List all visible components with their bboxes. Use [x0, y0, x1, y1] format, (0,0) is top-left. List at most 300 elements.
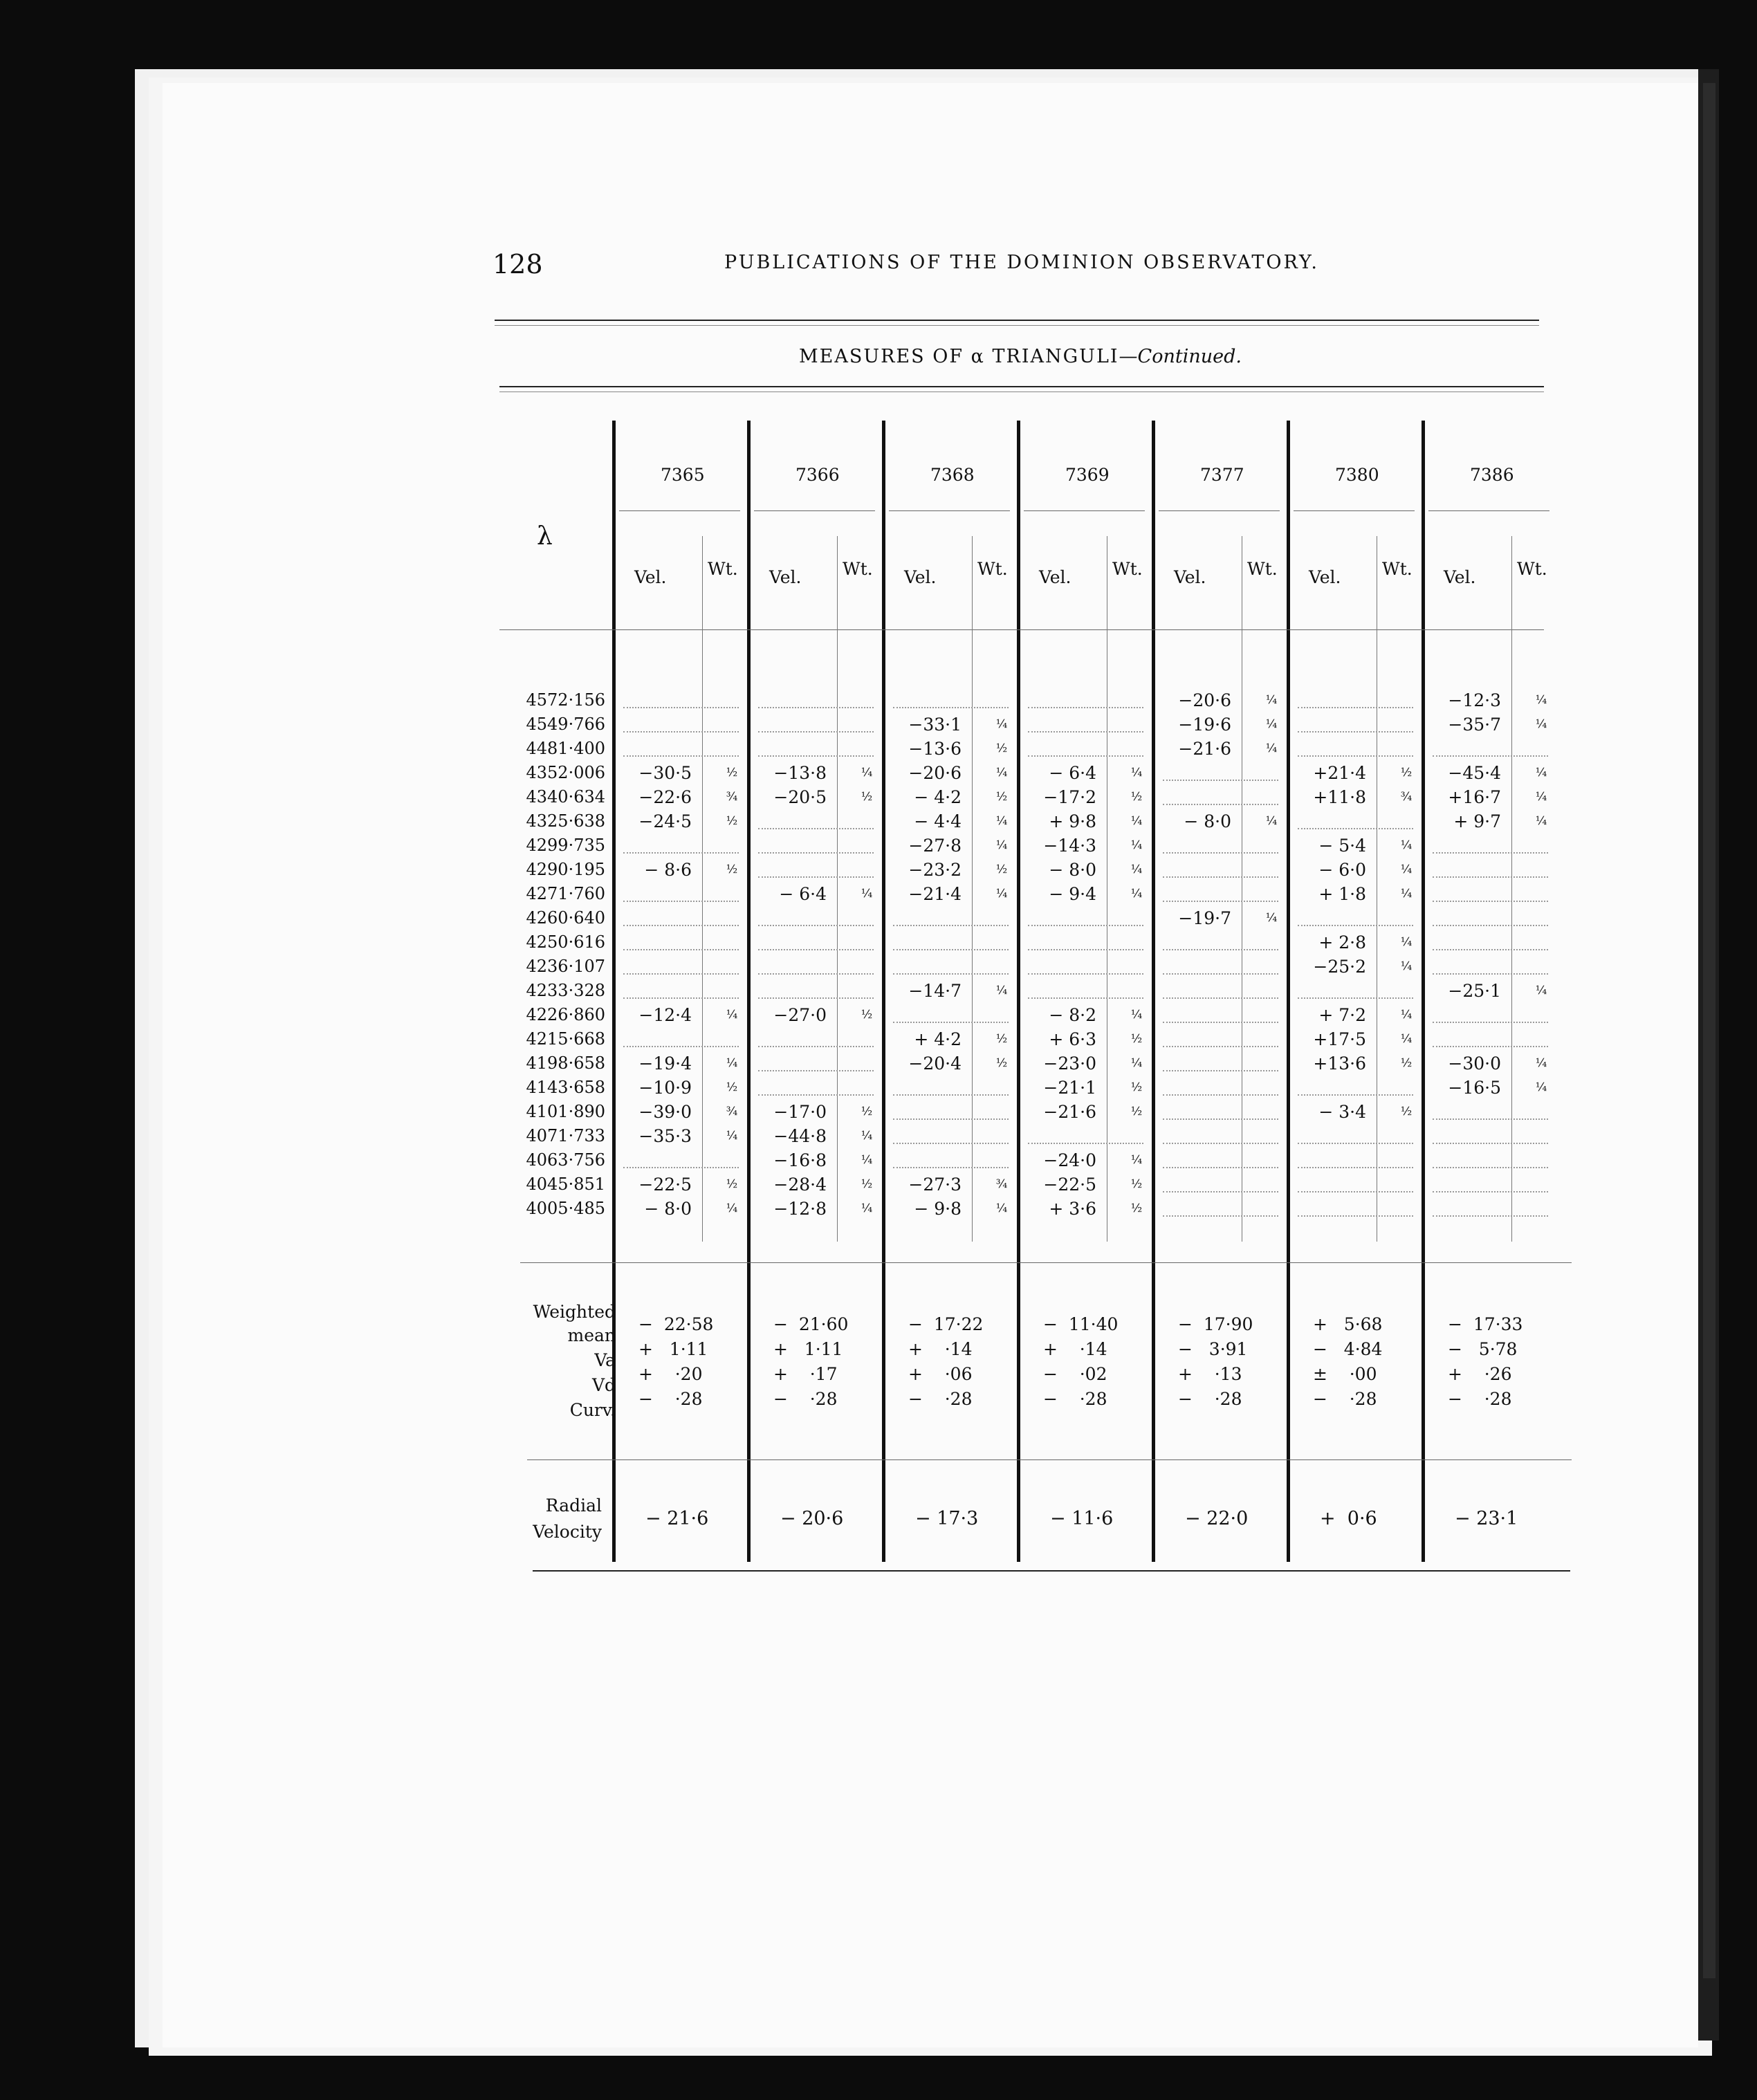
lambda-header: λ	[537, 522, 553, 551]
velocity-value: −39·0	[638, 1102, 692, 1122]
summary-value: − 17·90	[1178, 1314, 1253, 1334]
weight-value: ¼	[1535, 1056, 1547, 1070]
velocity-value: − 8·6	[644, 860, 692, 880]
table-title-continued: —Continued.	[1119, 346, 1242, 367]
wt-header: Wt.	[1112, 559, 1143, 579]
weight-value: ¼	[726, 1056, 738, 1070]
wt-header: Wt.	[843, 559, 873, 579]
radial-velocity-value: − 17·3	[915, 1508, 979, 1529]
dot-leader	[758, 925, 874, 927]
vel-header: Vel.	[1174, 567, 1206, 587]
velocity-value: −19·7	[1178, 908, 1231, 928]
vel-header: Vel.	[634, 567, 667, 587]
weight-value: ¼	[861, 1201, 873, 1215]
weight-value: ¼	[1265, 742, 1278, 755]
radial-velocity-value: − 11·6	[1050, 1508, 1114, 1529]
wavelength: 4481·400	[526, 739, 605, 758]
wavelength: 4572·156	[526, 690, 605, 710]
weight-value: ¾	[995, 1177, 1008, 1191]
plate-underline	[619, 510, 740, 511]
velocity-value: −13·8	[773, 763, 827, 783]
weight-value: ¼	[995, 766, 1008, 780]
weight-value: ¼	[1130, 863, 1143, 876]
weight-value: ¼	[726, 1129, 738, 1143]
velocity-value: −22·6	[638, 787, 692, 807]
weight-value: ¼	[1535, 814, 1547, 828]
weight-value: ¼	[1535, 984, 1547, 997]
dot-leader	[1298, 828, 1413, 830]
weight-value: ¼	[995, 1201, 1008, 1215]
dot-leader	[1433, 1191, 1548, 1193]
dot-leader	[758, 731, 874, 733]
velocity-value: −23·2	[908, 860, 962, 880]
dot-leader	[1433, 1118, 1548, 1121]
table-title-text: MEASURES OF α TRIANGULI	[799, 346, 1119, 367]
velocity-value: + 4·2	[914, 1029, 962, 1049]
weight-value: ½	[1130, 1105, 1143, 1118]
summary-value: + ·14	[908, 1339, 973, 1359]
summary-value: ± ·00	[1313, 1364, 1377, 1384]
velocity-value: −19·6	[1178, 715, 1231, 735]
wavelength: 4299·735	[526, 836, 605, 855]
weight-value: ½	[726, 766, 738, 780]
summary-value: + ·26	[1448, 1364, 1512, 1384]
summary-value: − 17·22	[908, 1314, 984, 1334]
velocity-value: −20·4	[908, 1053, 962, 1074]
wt-header: Wt.	[977, 559, 1008, 579]
weight-value: ½	[726, 863, 738, 876]
velocity-value: −22·5	[638, 1175, 692, 1195]
weight-value: ¼	[1400, 863, 1413, 876]
velocity-value: + 6·3	[1049, 1029, 1096, 1049]
summary-value: − ·28	[1448, 1389, 1512, 1409]
velocity-value: −13·6	[908, 739, 962, 759]
weight-value: ¼	[861, 1153, 873, 1167]
velocity-value: + 3·6	[1049, 1199, 1096, 1219]
dot-leader	[1028, 755, 1143, 757]
dot-leader	[1163, 1070, 1278, 1072]
summary-label: Va	[594, 1350, 616, 1370]
dot-leader	[1433, 973, 1548, 975]
summary-value: − 3·91	[1178, 1339, 1248, 1359]
summary-value: + ·13	[1178, 1364, 1242, 1384]
wavelength: 4101·890	[526, 1102, 605, 1121]
dot-leader	[623, 1167, 739, 1169]
column-divider	[747, 421, 751, 1562]
dot-leader	[1433, 1022, 1548, 1024]
velocity-value: − 3·4	[1318, 1102, 1366, 1122]
page-header	[493, 249, 1530, 291]
dot-leader	[623, 973, 739, 975]
dot-leader	[623, 997, 739, 1000]
dot-leader	[1433, 901, 1548, 903]
weight-value: ¼	[1265, 693, 1278, 707]
weight-value: ¼	[995, 814, 1008, 828]
dot-leader	[1433, 1046, 1548, 1048]
velocity-value: −35·7	[1448, 715, 1501, 735]
summary-rule	[520, 1262, 1572, 1263]
vel-wt-divider	[1511, 536, 1512, 1242]
summary-value: − ·28	[908, 1389, 973, 1409]
velocity-value: − 6·0	[1318, 860, 1366, 880]
wavelength: 4071·733	[526, 1126, 605, 1145]
dot-leader	[1298, 1143, 1413, 1145]
summary-label: mean	[567, 1325, 616, 1345]
dot-leader	[1433, 1167, 1548, 1169]
vel-wt-divider	[972, 536, 973, 1242]
weight-value: ¼	[861, 1129, 873, 1143]
dot-leader	[758, 1070, 874, 1072]
dot-leader	[758, 1046, 874, 1048]
dot-leader	[1163, 1167, 1278, 1169]
weight-value: ½	[995, 1032, 1008, 1046]
dot-leader	[1163, 901, 1278, 903]
dot-leader	[1298, 707, 1413, 709]
dot-leader	[1298, 1094, 1413, 1096]
dot-leader	[623, 707, 739, 709]
weight-value: ½	[1130, 790, 1143, 804]
weight-value: ½	[1130, 1080, 1143, 1094]
dot-leader	[1298, 755, 1413, 757]
radial-label: Radial	[545, 1495, 602, 1516]
weight-value: ¼	[1130, 1056, 1143, 1070]
weight-value: ½	[995, 863, 1008, 876]
velocity-value: − 8·0	[1184, 811, 1231, 831]
dot-leader	[1298, 997, 1413, 1000]
velocity-value: + 9·7	[1453, 811, 1501, 831]
wavelength: 4005·485	[526, 1199, 605, 1218]
weight-value: ¼	[1535, 717, 1547, 731]
weight-value: ¼	[995, 717, 1008, 731]
wavelength: 4352·006	[526, 763, 605, 782]
dot-leader	[1433, 1215, 1548, 1217]
radial-velocity-value: − 22·0	[1185, 1508, 1249, 1529]
weight-value: ¼	[1265, 717, 1278, 731]
summary-value: − ·02	[1043, 1364, 1107, 1384]
weight-value: ¾	[726, 1105, 738, 1118]
velocity-value: − 5·4	[1318, 836, 1366, 856]
dot-leader	[893, 925, 1009, 927]
wavelength: 4143·658	[526, 1078, 605, 1097]
weight-value: ¼	[1130, 887, 1143, 901]
weight-value: ¼	[995, 984, 1008, 997]
velocity-value: −24·5	[638, 811, 692, 831]
summary-value: − ·28	[773, 1389, 838, 1409]
weight-value: ¼	[1400, 1008, 1413, 1022]
vel-header: Vel.	[769, 567, 802, 587]
summary-value: + ·20	[638, 1364, 703, 1384]
summary-value: − ·28	[1043, 1389, 1107, 1409]
dot-leader	[1028, 949, 1143, 951]
wavelength: 4045·851	[526, 1175, 605, 1194]
wavelength: 4325·638	[526, 811, 605, 831]
weight-value: ¼	[1535, 766, 1547, 780]
velocity-value: +21·4	[1313, 763, 1366, 783]
plate-underline	[889, 510, 1010, 511]
dot-leader	[1433, 925, 1548, 927]
dot-leader	[758, 949, 874, 951]
velocity-value: −45·4	[1448, 763, 1501, 783]
velocity-value: −30·5	[638, 763, 692, 783]
wavelength: 4271·760	[526, 884, 605, 903]
dot-leader	[1163, 1094, 1278, 1096]
summary-value: + 5·68	[1313, 1314, 1383, 1334]
velocity-value: + 7·2	[1318, 1005, 1366, 1025]
plate-underline	[1159, 510, 1280, 511]
weight-value: ½	[1400, 1105, 1413, 1118]
velocity-value: −27·8	[908, 836, 962, 856]
vel-wt-divider	[837, 536, 838, 1242]
dot-leader	[1028, 1143, 1143, 1145]
wt-header: Wt.	[708, 559, 738, 579]
velocity-value: −21·1	[1043, 1078, 1096, 1098]
wt-header: Wt.	[1382, 559, 1413, 579]
plate-number: 7366	[795, 465, 840, 485]
dot-leader	[1433, 852, 1548, 854]
radial-velocity-value: − 21·6	[645, 1508, 709, 1529]
vel-wt-divider	[702, 536, 703, 1242]
column-divider	[1017, 421, 1020, 1562]
weight-value: ½	[861, 1177, 873, 1191]
weight-value: ½	[726, 1177, 738, 1191]
radial-velocity-value: + 0·6	[1320, 1508, 1377, 1529]
velocity-value: −21·6	[1178, 739, 1231, 759]
velocity-value: −20·6	[1178, 690, 1231, 710]
wavelength: 4549·766	[526, 715, 605, 734]
velocity-value: + 2·8	[1318, 932, 1366, 952]
table-top-rule	[499, 386, 1544, 387]
table-bottom-rule	[533, 1570, 1570, 1572]
velocity-value: −10·9	[638, 1078, 692, 1098]
header-bottom-rule	[499, 629, 1544, 630]
dot-leader	[1028, 973, 1143, 975]
velocity-value: −25·1	[1448, 981, 1501, 1001]
weight-value: ¼	[861, 887, 873, 901]
dot-leader	[758, 852, 874, 854]
dot-leader	[623, 925, 739, 927]
dot-leader	[623, 755, 739, 757]
velocity-value: − 8·0	[644, 1199, 692, 1219]
weight-value: ¼	[1400, 959, 1413, 973]
wavelength: 4233·328	[526, 981, 605, 1000]
dot-leader	[1298, 1215, 1413, 1217]
velocity-value: −16·8	[773, 1150, 827, 1170]
summary-value: + ·17	[773, 1364, 838, 1384]
plate-number: 7380	[1335, 465, 1379, 485]
weight-value: ½	[1400, 1056, 1413, 1070]
dot-leader	[1163, 1143, 1278, 1145]
velocity-value: + 9·8	[1049, 811, 1096, 831]
velocity-value: − 4·2	[914, 787, 962, 807]
dot-leader	[893, 1022, 1009, 1024]
header-rule-thin	[495, 325, 1539, 326]
weight-value: ¾	[1400, 790, 1413, 804]
wavelength: 4290·195	[526, 860, 605, 879]
dot-leader	[1028, 707, 1143, 709]
velocity-value: − 9·8	[914, 1199, 962, 1219]
dot-leader	[623, 1046, 739, 1048]
weight-value: ¼	[1265, 814, 1278, 828]
velocity-value: + 1·8	[1318, 884, 1366, 904]
vel-header: Vel.	[1039, 567, 1071, 587]
summary-value: − 22·58	[638, 1314, 714, 1334]
summary-value: + 1·11	[638, 1339, 708, 1359]
summary-label: Weighted	[533, 1302, 616, 1322]
wt-header: Wt.	[1247, 559, 1278, 579]
dot-leader	[1163, 852, 1278, 854]
velocity-value: −21·6	[1043, 1102, 1096, 1122]
book-binding	[1703, 83, 1715, 1978]
velocity-value: −16·5	[1448, 1078, 1501, 1098]
dot-leader	[623, 731, 739, 733]
radial-velocity-value: − 20·6	[780, 1508, 844, 1529]
dot-leader	[1163, 804, 1278, 806]
vel-header: Vel.	[1444, 567, 1476, 587]
velocity-value: − 6·4	[1049, 763, 1096, 783]
dot-leader	[623, 901, 739, 903]
wavelength: 4215·668	[526, 1029, 605, 1049]
weight-value: ½	[995, 742, 1008, 755]
weight-value: ¼	[1400, 1032, 1413, 1046]
weight-value: ½	[995, 1056, 1008, 1070]
weight-value: ¼	[1130, 1008, 1143, 1022]
weight-value: ¼	[1535, 790, 1547, 804]
velocity-value: −20·6	[908, 763, 962, 783]
column-divider	[1152, 421, 1155, 1562]
weight-value: ½	[861, 1105, 873, 1118]
weight-value: ¼	[1130, 814, 1143, 828]
header-rule	[495, 320, 1539, 321]
summary-value: − 17·33	[1448, 1314, 1523, 1334]
velocity-value: +17·5	[1313, 1029, 1366, 1049]
plate-underline	[1294, 510, 1415, 511]
plate-number: 7369	[1065, 465, 1110, 485]
radial-label: Velocity	[533, 1522, 602, 1542]
plate-underline	[1024, 510, 1145, 511]
dot-leader	[758, 973, 874, 975]
dot-leader	[758, 997, 874, 1000]
dot-leader	[1163, 1046, 1278, 1048]
dot-leader	[893, 1118, 1009, 1121]
dot-leader	[1163, 973, 1278, 975]
weight-value: ½	[861, 790, 873, 804]
plate-underline	[1428, 510, 1549, 511]
velocity-value: −17·0	[773, 1102, 827, 1122]
velocity-value: −19·4	[638, 1053, 692, 1074]
dot-leader	[1163, 997, 1278, 1000]
dot-leader	[623, 949, 739, 951]
wavelength: 4063·756	[526, 1150, 605, 1170]
velocity-value: −14·3	[1043, 836, 1096, 856]
summary-value: + ·06	[908, 1364, 973, 1384]
weight-value: ¼	[726, 1008, 738, 1022]
dot-leader	[1433, 1143, 1548, 1145]
summary-label: Curv.	[569, 1400, 616, 1420]
wavelength: 4198·658	[526, 1053, 605, 1073]
velocity-value: −30·0	[1448, 1053, 1501, 1074]
summary-value: − ·28	[1178, 1389, 1242, 1409]
weight-value: ¼	[1400, 887, 1413, 901]
column-divider	[1287, 421, 1290, 1562]
velocity-value: −28·4	[773, 1175, 827, 1195]
wavelength: 4250·616	[526, 932, 605, 952]
velocity-value: −27·0	[773, 1005, 827, 1025]
velocity-value: −12·3	[1448, 690, 1501, 710]
dot-leader	[1298, 731, 1413, 733]
weight-value: ¼	[995, 887, 1008, 901]
wavelength: 4260·640	[526, 908, 605, 928]
vel-header: Vel.	[1309, 567, 1341, 587]
weight-value: ½	[995, 790, 1008, 804]
weight-value: ¼	[1130, 766, 1143, 780]
dot-leader	[758, 828, 874, 830]
weight-value: ½	[1400, 766, 1413, 780]
dot-leader	[758, 876, 874, 878]
dot-leader	[758, 755, 874, 757]
dot-leader	[1163, 1215, 1278, 1217]
plate-underline	[754, 510, 875, 511]
weight-value: ½	[726, 814, 738, 828]
summary-value: + ·14	[1043, 1339, 1107, 1359]
dot-leader	[1028, 925, 1143, 927]
dot-leader	[1433, 949, 1548, 951]
summary-value: + 1·11	[773, 1339, 843, 1359]
velocity-value: +16·7	[1448, 787, 1501, 807]
weight-value: ¼	[1400, 838, 1413, 852]
dot-leader	[1298, 925, 1413, 927]
weight-value: ¼	[1400, 935, 1413, 949]
velocity-value: − 8·0	[1049, 860, 1096, 880]
wavelength: 4226·860	[526, 1005, 605, 1024]
velocity-value: − 9·4	[1049, 884, 1096, 904]
dot-leader	[893, 1143, 1009, 1145]
dot-leader	[1163, 876, 1278, 878]
weight-value: ½	[861, 1008, 873, 1022]
velocity-value: −12·4	[638, 1005, 692, 1025]
dot-leader	[893, 1167, 1009, 1169]
plate-number: 7377	[1200, 465, 1244, 485]
velocity-value: −21·4	[908, 884, 962, 904]
velocity-value: −12·8	[773, 1199, 827, 1219]
velocity-value: −23·0	[1043, 1053, 1096, 1074]
weight-value: ¼	[995, 838, 1008, 852]
weight-value: ¼	[726, 1201, 738, 1215]
summary-value: − ·28	[638, 1389, 703, 1409]
plate-number: 7365	[661, 465, 705, 485]
velocity-value: +11·8	[1313, 787, 1366, 807]
wavelength: 4340·634	[526, 787, 605, 807]
plate-number: 7386	[1470, 465, 1514, 485]
velocity-value: −35·3	[638, 1126, 692, 1146]
dot-leader	[1028, 997, 1143, 1000]
velocity-value: −14·7	[908, 981, 962, 1001]
weight-value: ¼	[1130, 1153, 1143, 1167]
dot-leader	[758, 707, 874, 709]
summary-value: − 4·84	[1313, 1339, 1383, 1359]
dot-leader	[893, 973, 1009, 975]
velocity-value: −33·1	[908, 715, 962, 735]
velocity-value: +13·6	[1313, 1053, 1366, 1074]
dot-leader	[1298, 1167, 1413, 1169]
dot-leader	[1163, 1118, 1278, 1121]
weight-value: ½	[1130, 1032, 1143, 1046]
summary-label: Vd	[591, 1375, 616, 1395]
summary-value: − 5·78	[1448, 1339, 1518, 1359]
velocity-value: − 4·4	[914, 811, 962, 831]
dot-leader	[893, 707, 1009, 709]
weight-value: ½	[726, 1080, 738, 1094]
wt-header: Wt.	[1517, 559, 1547, 579]
